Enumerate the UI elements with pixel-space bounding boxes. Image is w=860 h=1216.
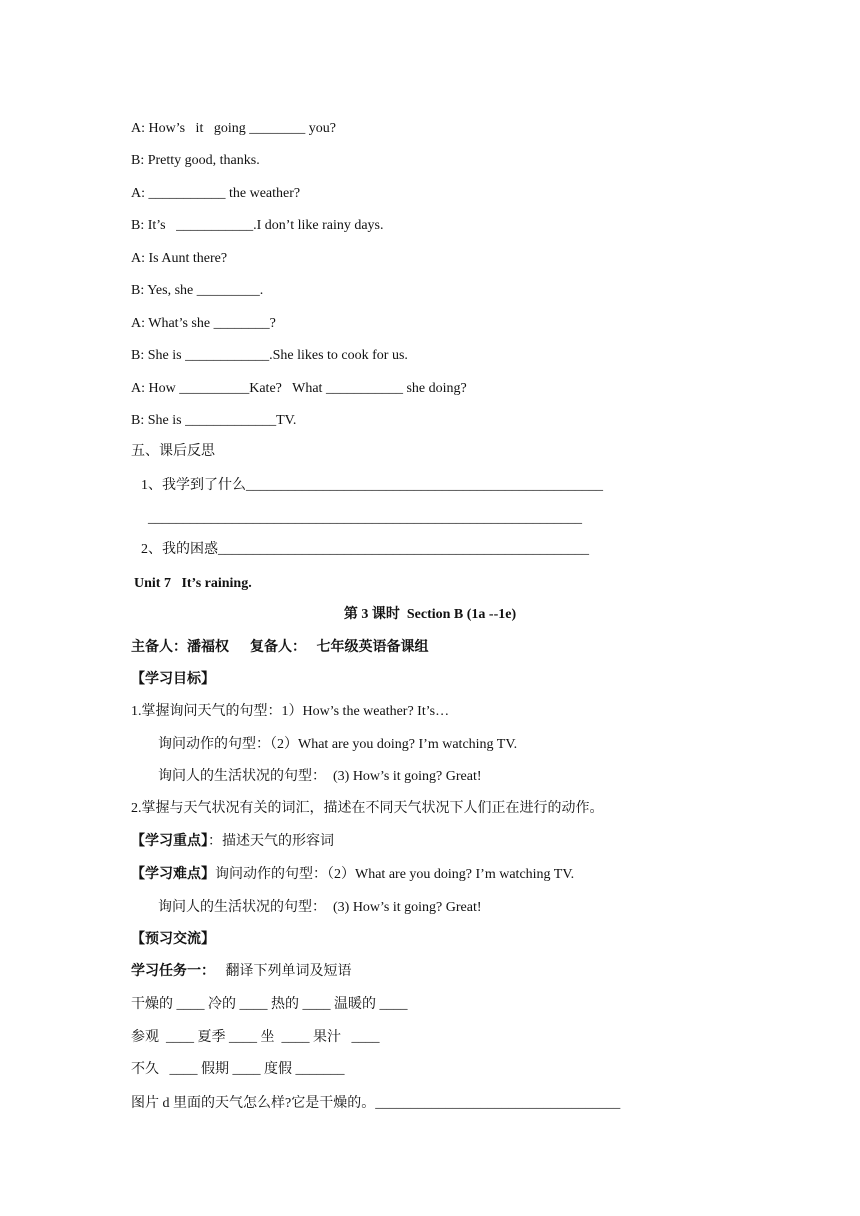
vocab-blank[interactable]: ____ xyxy=(239,997,268,1012)
dialogue-text: B: Pretty good, thanks. xyxy=(131,153,260,168)
dialogue-line xyxy=(131,152,260,170)
dialogue-text: B: She is xyxy=(131,413,186,428)
vocab-row-1 xyxy=(131,996,408,1014)
dialogue-text: B: She is xyxy=(131,348,186,363)
vocab-blank[interactable]: ____ xyxy=(351,1030,380,1045)
preview-heading: 【预习交流】 xyxy=(131,932,215,947)
vocab-blank[interactable]: _______ xyxy=(295,1062,345,1077)
vocab-word: 夏季 xyxy=(194,1030,229,1045)
dialogue-text: .I don’t like rainy days. xyxy=(253,218,384,233)
dialogue-text: A: How’s it going xyxy=(131,121,250,136)
reflection-item-1: 1、我学到了什么___________________________________________________ xyxy=(141,478,603,493)
difficulties-cont: 询问人的生活状况的句型： (3) How’s it going? Great! xyxy=(158,900,482,915)
dialogue-line xyxy=(131,250,227,268)
vocab-blank[interactable]: ____ xyxy=(166,1030,194,1045)
vocab-row-2 xyxy=(131,1029,380,1047)
key-points: 【学习重点】：描述天气的形容词 xyxy=(131,834,334,849)
answer-blank[interactable]: ____________ xyxy=(185,348,270,363)
goal-1: 1.掌握询问天气的句型：1）How’s the weather? It’s… xyxy=(131,704,450,719)
lesson-title: 第 3 课时 Section B (1a --1e) xyxy=(343,607,517,622)
vocab-word: 温暖的 xyxy=(330,997,380,1012)
dialogue-text: A: What’s she xyxy=(131,316,214,331)
difficulties: 【学习难点】询问动作的句型：（2）What are you doing? I’m watching TV. xyxy=(131,867,575,882)
answer-blank[interactable]: _____________ xyxy=(185,413,277,428)
reflection-heading: 五、课后反思 xyxy=(131,444,215,459)
dialogue-line xyxy=(131,185,300,203)
vocab-word: 干燥的 xyxy=(131,997,177,1012)
vocab-blank[interactable]: ____ xyxy=(281,1030,310,1045)
dialogue-text: the weather? xyxy=(225,186,301,201)
question-line: 图片 d 里面的天气怎么样?它是干燥的。___________________________________ xyxy=(131,1096,621,1111)
vocab-blank[interactable]: ____ xyxy=(379,997,408,1012)
answer-blank[interactable]: ________ xyxy=(213,316,270,331)
vocab-blank[interactable]: ____ xyxy=(176,997,205,1012)
vocab-word: 冷的 xyxy=(204,997,240,1012)
dialogue-line xyxy=(131,120,336,138)
dialogue-text: you? xyxy=(305,121,336,136)
vocab-word: 不久 xyxy=(131,1062,170,1077)
goals-heading: 【学习目标】 xyxy=(131,672,215,687)
dialogue-text: A: Is Aunt there? xyxy=(131,251,228,266)
answer-blank[interactable]: ___________ xyxy=(176,218,254,233)
answer-blank[interactable]: __________ xyxy=(179,381,250,396)
answer-blank[interactable]: ________ xyxy=(249,121,306,136)
goal-1-b: 询问动作的句型：（2）What are you doing? I’m watching TV. xyxy=(158,737,518,752)
vocab-word: 坐 xyxy=(257,1030,282,1045)
vocab-word: 果汁 xyxy=(309,1030,352,1045)
dialogue-text: .She likes to cook for us. xyxy=(269,348,408,363)
dialogue-line xyxy=(131,315,276,333)
reflection-item-1-continuation: ______________________________________________________________ xyxy=(148,511,582,526)
dialogue-text: B: It’s xyxy=(131,218,177,233)
vocab-word: 参观 xyxy=(131,1030,166,1045)
dialogue-text: B: Yes, she xyxy=(131,283,197,298)
vocab-word: 假期 xyxy=(197,1062,233,1077)
dialogue-text: Kate? What ___________ she doing? xyxy=(249,381,467,396)
goal-2: 2.掌握与天气状况有关的词汇，描述在不同天气状况下人们正在进行的动作。 xyxy=(131,801,604,816)
goal-1-c: 询问人的生活状况的句型： (3) How’s it going? Great! xyxy=(158,769,482,784)
unit-title: Unit 7 It’s raining. xyxy=(134,576,252,591)
dialogue-text: A: xyxy=(131,186,149,201)
answer-blank[interactable]: ___________ xyxy=(148,186,226,201)
vocab-blank[interactable]: ____ xyxy=(232,1062,261,1077)
answer-blank[interactable]: _________ xyxy=(196,283,260,298)
dialogue-line xyxy=(131,380,467,398)
dialogue-text: . xyxy=(259,283,264,298)
vocab-row-3 xyxy=(131,1061,345,1079)
preparers: 主备人：潘福权 复备人： 七年级英语备课组 xyxy=(131,640,429,655)
vocab-blank[interactable]: ____ xyxy=(169,1062,198,1077)
dialogue-line xyxy=(131,412,296,430)
vocab-blank[interactable]: ____ xyxy=(229,1030,257,1045)
dialogue-line xyxy=(131,347,408,365)
dialogue-line xyxy=(131,217,384,235)
dialogue-text: ? xyxy=(269,316,276,331)
vocab-word: 度假 xyxy=(260,1062,296,1077)
dialogue-text: A: How xyxy=(131,381,180,396)
task-1: 学习任务一： 翻译下列单词及短语 xyxy=(131,964,352,979)
dialogue-text: TV. xyxy=(276,413,297,428)
dialogue-line xyxy=(131,282,263,300)
vocab-blank[interactable]: ____ xyxy=(302,997,331,1012)
reflection-item-2: 2、我的困惑_____________________________________________________ xyxy=(141,542,589,557)
vocab-word: 热的 xyxy=(267,997,303,1012)
